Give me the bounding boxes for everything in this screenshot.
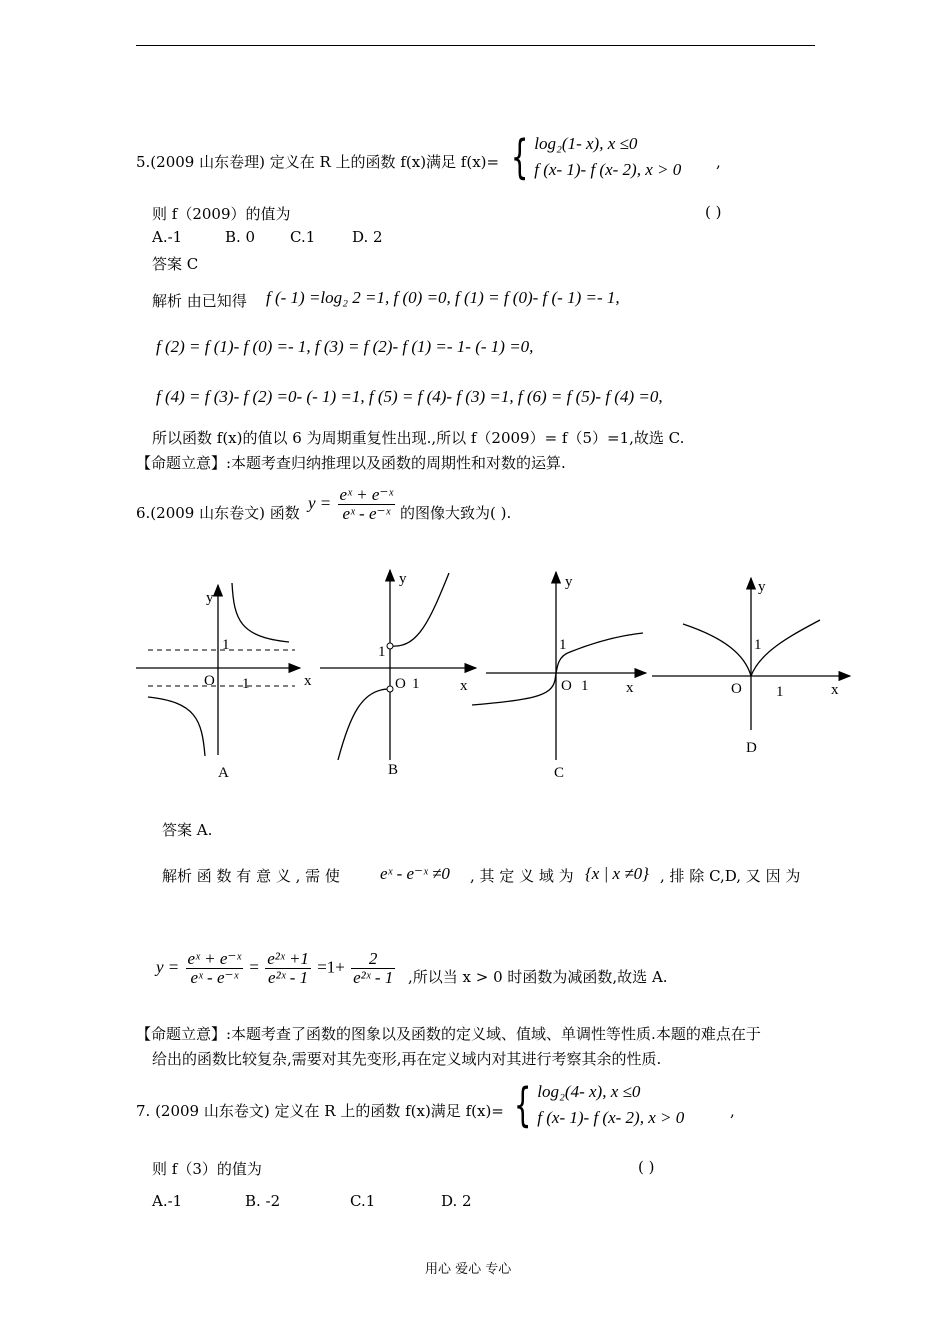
q6-eq-frac3-den: e²ˣ - 1 — [353, 968, 394, 987]
q7-piecewise: { log₂(4- x), x ≤0 f (x- 1)- f (x- 2), x > 0 — [513, 1078, 685, 1132]
q6-denominator: eˣ - e⁻ˣ — [342, 504, 391, 523]
q6-y: y = — [308, 493, 332, 513]
q7-option-a: A.-1 — [152, 1192, 183, 1210]
graph-b-x-label: x — [460, 678, 468, 694]
q6-solution-tail: ,所以当 x > 0 时函数为减函数,故选 A. — [408, 968, 668, 986]
graph-c-one-y: 1 — [559, 637, 567, 653]
q6-intent-line1: 【命题立意】:本题考查了函数的图象以及函数的定义域、值域、单调性等性质.本题的难点在于 — [136, 1025, 761, 1043]
q6-solution-end: , 排 除 C,D, 又 因 为 — [660, 867, 801, 885]
graph-c-x-label: x — [626, 680, 634, 696]
q6-solution-domain: {x | x ≠0} — [585, 864, 649, 883]
graph-b-one-y: 1 — [378, 644, 386, 660]
q6-solution-mid: , 其 定 义 域 为 — [470, 867, 574, 885]
graph-c-y-label: y — [565, 574, 573, 590]
q5-option-a: A.-1 — [152, 228, 183, 246]
q5-intro: 5.(2009 山东卷理) 定义在 R 上的函数 f(x)满足 f(x)= — [136, 153, 500, 171]
q6-eq-y: y = — [156, 957, 180, 977]
q5-option-b: B. 0 — [225, 228, 256, 246]
header-rule — [136, 45, 815, 46]
q7-case2: f (x- 1)- f (x- 2), x > 0 — [537, 1108, 685, 1127]
graph-b — [320, 570, 476, 778]
q5-solution-line2: f (2) = f (1)- f (0) =- 1, f (3) = f (2)- f (1) =- 1- (- 1) =0, — [156, 337, 534, 356]
graph-a-one-y: 1 — [222, 637, 230, 653]
q5-solution-line3: f (4) = f (3)- f (2) =0- (- 1) =1, f (5) = f (4)- f (3) =1, f (6) = f (5)- f (4) =0, — [156, 387, 663, 406]
q5-solution-line4: 所以函数 f(x)的值以 6 为周期重复性出现.,所以 f（2009）= f（5）=1,故选 C. — [152, 429, 685, 447]
q5-case2: f (x- 1)- f (x- 2), x > 0 — [534, 160, 682, 179]
q6-tail: 的图像大致为( ). — [400, 504, 512, 522]
graph-c — [472, 572, 646, 781]
q5-tail: , — [716, 153, 721, 171]
q6-eq-frac1-den: eˣ - e⁻ˣ — [190, 968, 239, 987]
graph-d-caption: D — [746, 740, 757, 756]
q6-numerator: eˣ + e⁻ˣ — [339, 485, 394, 504]
q6-intro: 6.(2009 山东卷文) 函数 — [136, 504, 300, 522]
q7-case1: log₂(4- x), x ≤0 — [537, 1082, 641, 1101]
q5-intent: 【命题立意】:本题考查归纳推理以及函数的周期性和对数的运算. — [136, 454, 566, 472]
q5-option-d: D. 2 — [352, 228, 383, 246]
q6-eq-frac2-den: e²ˣ - 1 — [268, 968, 309, 987]
graph-d — [652, 578, 850, 756]
q7-intro: 7. (2009 山东卷文) 定义在 R 上的函数 f(x)满足 f(x)= — [136, 1102, 504, 1120]
q6-solution-equation — [156, 950, 397, 987]
q6-eq-frac1-num: eˣ + e⁻ˣ — [187, 949, 242, 968]
q7-option-d: D. 2 — [441, 1192, 472, 1210]
graph-d-one-x: 1 — [776, 684, 784, 700]
q7-option-b: B. -2 — [245, 1192, 281, 1210]
q5-option-c: C.1 — [290, 228, 316, 246]
q6-graphs — [0, 560, 950, 785]
graph-a-x-label: x — [304, 673, 312, 689]
q5-paren: ( ) — [705, 203, 722, 221]
q6-function — [308, 486, 397, 523]
q6-eq-frac2-num: e²ˣ +1 — [267, 949, 309, 968]
q6-eq-one-plus: =1+ — [317, 957, 345, 977]
q7-ask: 则 f（3）的值为 — [152, 1160, 262, 1178]
graph-b-origin: O — [395, 676, 406, 692]
q7-tail: , — [730, 1102, 735, 1120]
graph-a-caption: A — [218, 765, 229, 781]
graph-d-one-y: 1 — [754, 637, 762, 653]
q6-eq-equals: = — [249, 957, 260, 977]
q6-answer: 答案 A. — [162, 821, 213, 839]
graph-a-one-x: 1 — [242, 676, 250, 692]
graph-b-caption: B — [388, 762, 399, 778]
graph-a-y-label: y — [206, 590, 214, 606]
q6-solution-condition: eˣ - e⁻ˣ ≠0 — [380, 864, 450, 883]
graph-c-caption: C — [554, 765, 565, 781]
graph-d-origin: O — [731, 681, 742, 697]
q5-ask: 则 f（2009）的值为 — [152, 205, 291, 223]
graph-d-y-label: y — [758, 579, 766, 595]
graph-c-one-x: 1 — [581, 678, 589, 694]
q7-option-c: C.1 — [350, 1192, 376, 1210]
q6-intent-line2: 给出的函数比较复杂,需要对其先变形,再在定义域内对其进行考察其余的性质. — [152, 1050, 662, 1068]
q7-paren: ( ) — [638, 1158, 655, 1176]
q5-solution-label: 解析 由已知得 — [152, 292, 247, 310]
graph-b-y-label: y — [399, 571, 407, 587]
q6-eq-frac3-num: 2 — [351, 950, 395, 969]
q5-answer: 答案 C — [152, 255, 199, 273]
q5-case1: log₂(1- x), x ≤0 — [534, 134, 638, 153]
graph-a — [136, 583, 312, 781]
q5-piecewise: { log₂(1- x), x ≤0 f (x- 1)- f (x- 2), x > 0 — [510, 130, 682, 184]
page-footer: 用心 爱心 专心 — [425, 1262, 512, 1277]
q5-solution-line1: f (- 1) =log₂ 2 =1, f (0) =0, f (1) = f (0)- f (- 1) =- 1, — [266, 288, 620, 307]
graph-b-one-x: 1 — [412, 676, 420, 692]
graph-a-origin: O — [204, 673, 215, 689]
graph-d-x-label: x — [831, 682, 839, 698]
q6-solution-label: 解析 函 数 有 意 义 , 需 使 — [162, 867, 340, 885]
graph-c-origin: O — [561, 678, 572, 694]
